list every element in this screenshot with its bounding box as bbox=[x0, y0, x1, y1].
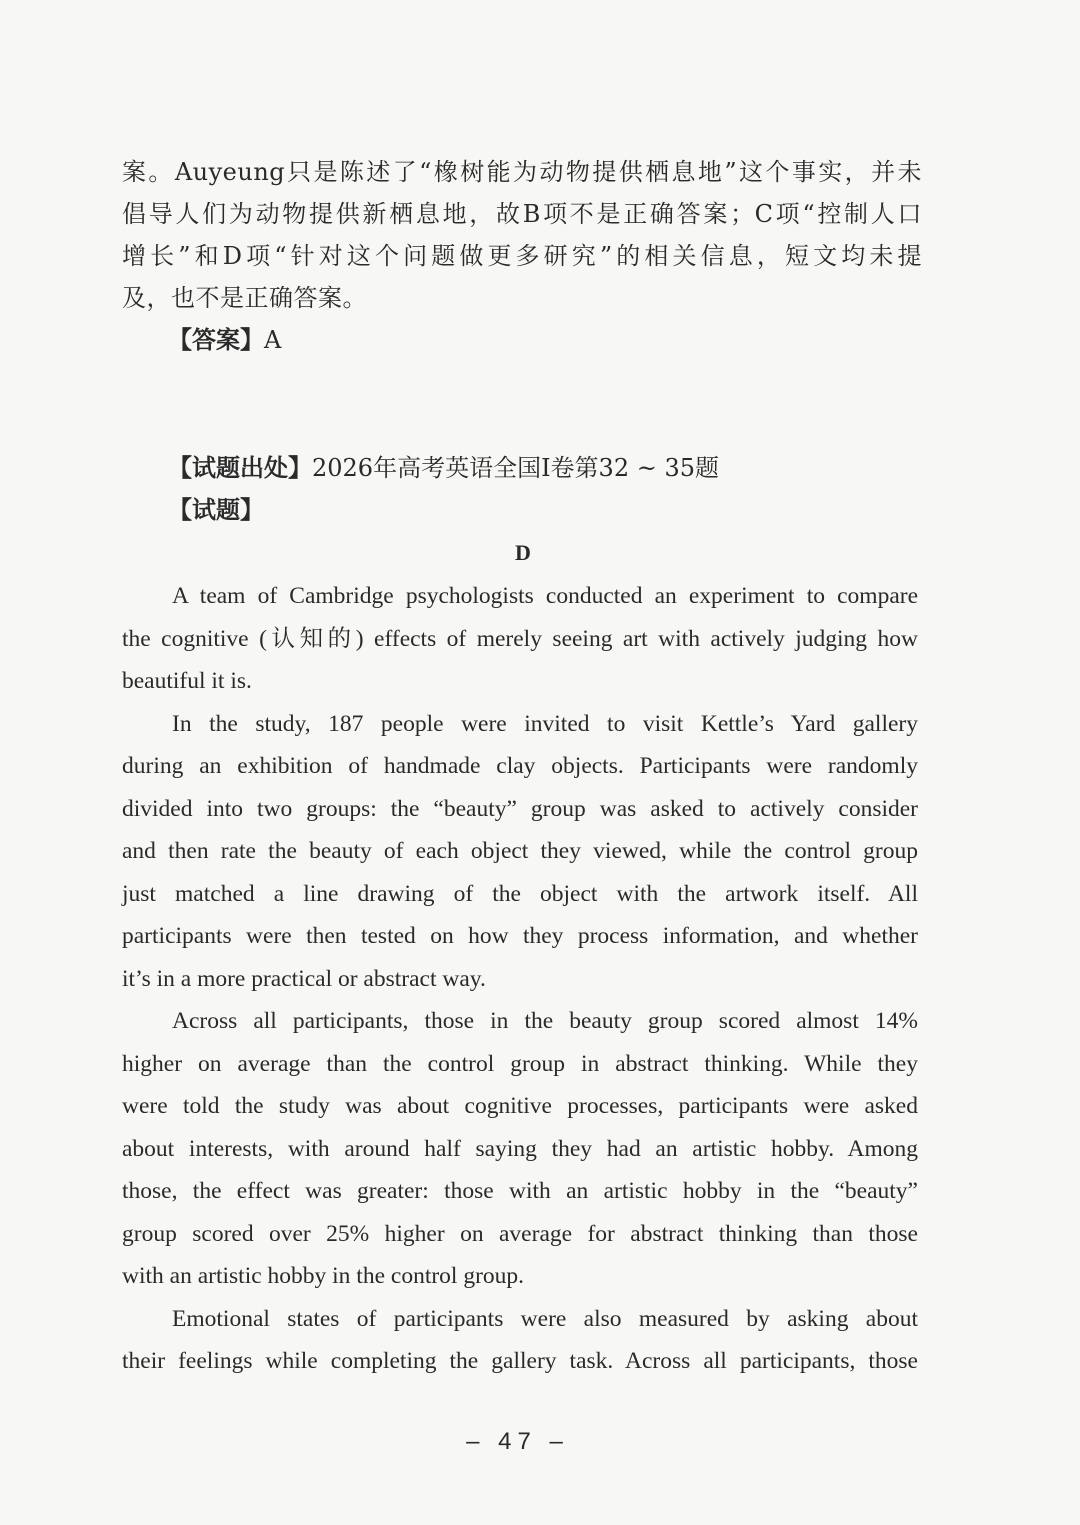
answer-label: 【答案】 bbox=[168, 326, 264, 354]
passage-line: In the study, 187 people were invited to visit Kettle’s Yard gallery bbox=[172, 710, 918, 737]
explanation-paragraph bbox=[122, 151, 922, 319]
passage-letter: D bbox=[515, 540, 531, 565]
passage-line: during an exhibition of handmade clay objects. Participants were randomly bbox=[122, 753, 918, 779]
passage-body bbox=[122, 575, 918, 1383]
question-heading: 【试题】 bbox=[168, 496, 264, 524]
answer-value: A bbox=[264, 326, 282, 354]
passage-paragraph-3 bbox=[122, 1000, 918, 1298]
explanation-line: 及，也不是正确答案。 bbox=[122, 284, 367, 312]
question-header bbox=[122, 447, 922, 531]
passage-line: it’s in a more practical or abstract way. bbox=[122, 965, 486, 992]
answer-line bbox=[122, 319, 922, 361]
passage-line: participants were then tested on how they process information, and whether bbox=[122, 923, 918, 949]
passage-line: their feelings while completing the gallery task. Across all participants, those bbox=[122, 1348, 918, 1374]
passage-line: Across all participants, those in the beauty group scored almost 14% bbox=[172, 1008, 918, 1034]
passage-paragraph-1 bbox=[122, 575, 918, 703]
passage-line: just matched a line drawing of the object with the artwork itself. All bbox=[122, 880, 918, 907]
passage-line: the cognitive (认知的) effects of merely seeing art with actively judging how bbox=[122, 625, 918, 652]
question-source-text: 2026年高考英语全国I卷第32 ~ 35题 bbox=[312, 454, 720, 482]
passage-line: with an artistic hobby in the control group. bbox=[122, 1263, 525, 1289]
passage-line: beautiful it is. bbox=[122, 668, 252, 694]
passage-line: group scored over 25% higher on average for abstract thinking than those bbox=[122, 1220, 918, 1247]
explanation-line: 案。Auyeung只是陈述了“橡树能为动物提供栖息地”这个事实，并未 bbox=[122, 158, 922, 186]
passage-paragraph-4 bbox=[122, 1298, 918, 1383]
passage-line: those, the effect was greater: those with an artistic hobby in the “beauty” bbox=[122, 1178, 918, 1204]
passage-line: higher on average than the control group in abstract thinking. While they bbox=[122, 1050, 918, 1077]
passage-line: Emotional states of participants were also measured by asking about bbox=[172, 1305, 918, 1332]
passage-line: divided into two groups: the “beauty” group was asked to actively consider bbox=[122, 795, 918, 822]
passage-line: and then rate the beauty of each object they viewed, while the control group bbox=[122, 838, 918, 864]
question-source-line bbox=[122, 447, 922, 489]
passage-line: A team of Cambridge psychologists conducted an experiment to compare bbox=[172, 583, 918, 609]
explanation-line: 增长”和D项“针对这个问题做更多研究”的相关信息，短文均未提 bbox=[122, 242, 922, 270]
previous-explanation bbox=[122, 151, 922, 361]
passage-paragraph-2 bbox=[122, 703, 918, 1001]
question-source-label: 【试题出处】 bbox=[168, 454, 312, 482]
page-number: – 47 – bbox=[466, 1428, 569, 1455]
question-heading-line bbox=[122, 489, 922, 531]
passage-line: about interests, with around half saying they had an artistic hobby. Among bbox=[122, 1135, 918, 1162]
passage-line: were told the study was about cognitive processes, participants were asked bbox=[122, 1093, 918, 1119]
explanation-line: 倡导人们为动物提供新栖息地，故B项不是正确答案；C项“控制人口 bbox=[122, 200, 922, 228]
